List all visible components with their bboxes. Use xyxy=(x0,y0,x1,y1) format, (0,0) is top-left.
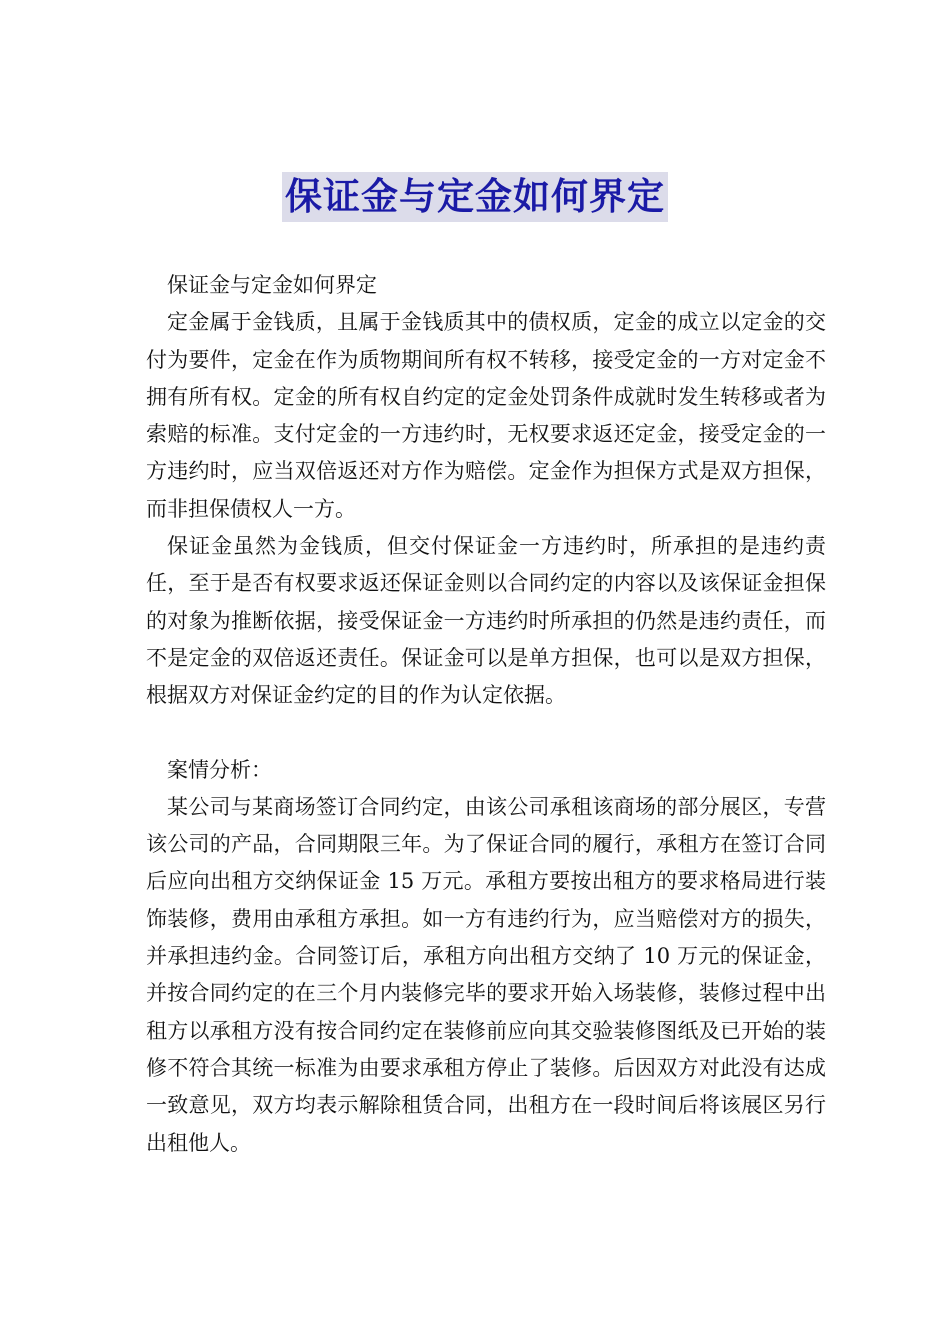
title-block xyxy=(0,172,950,222)
case-analysis-heading: 案情分析： xyxy=(167,757,272,782)
paragraph-spacer xyxy=(146,715,826,752)
document-body xyxy=(146,267,826,1162)
paragraph-security-deposit: 保证金虽然为金钱质，但交付保证金一方违约时，所承担的是违约责任，至于是否有权要求返还保证金则以合同约定的内容以及该保证金担保的对象为推断依据，接受保证金一方违约时所承担的仍然是违约责任，而不是定金的双倍返还责任。保证金可以是单方担保，也可以是双方担保，根据双方对保证金约定的目的作为认定依据。 xyxy=(146,534,826,708)
document-title: 保证金与定金如何界定 xyxy=(282,172,668,222)
paragraph-case: 某公司与某商场签订合同约定，由该公司承租该商场的部分展区，专营该公司的产品，合同期限三年。为了保证合同的履行，承租方在签订合同后应向出租方交纳保证金 15 万元。承租方要按出租方的要求格局进行装饰装修，费用由承租方承担。如一方有违约行为，应当赔偿对方的损失，并承担违约金。合同签订后，承租方向出租方交纳了 10 万元的保证金，并按合同约定的在三个月内装修完毕的要求开始入场装修，装修过程中出租方以承租方没有按合同约定在装修前应向其交验装修图纸及已开始的装修不符合其统一标准为由要求承租方停止了装修。后因双方对此没有达成一致意见，双方均表示解除租赁合同，出租方在一段时间后将该展区另行出租他人。 xyxy=(146,794,826,1155)
paragraph-deposit: 定金属于金钱质，且属于金钱质其中的债权质，定金的成立以定金的交付为要件，定金在作为质物期间所有权不转移，接受定金的一方对定金不拥有所有权。定金的所有权自约定的定金处罚条件成就时发生转移或者为索赔的标准。支付定金的一方违约时，无权要求返还定金，接受定金的一方违约时，应当双倍返还对方作为赔偿。定金作为担保方式是双方担保，而非担保债权人一方。 xyxy=(146,310,826,521)
subtitle-paragraph: 保证金与定金如何界定 xyxy=(167,273,377,297)
